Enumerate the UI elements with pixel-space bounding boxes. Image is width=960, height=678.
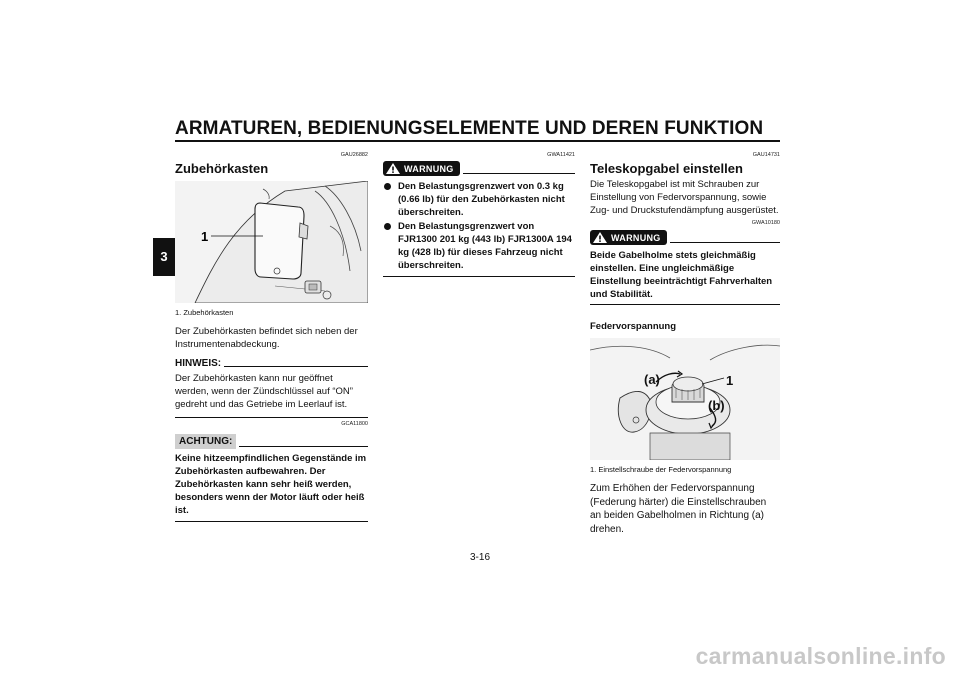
warning-end-rule <box>383 276 575 277</box>
title-rule <box>175 140 780 142</box>
warning-label: WARNUNG <box>611 232 661 243</box>
achtung-label: ACHTUNG: <box>175 434 236 449</box>
list-item: Den Belastungsgrenzwert von FJR1300 201 kg (443 lb) FJR1300A 194 kg (428 lb) für dieses Fahrzeug nicht überschreiten. <box>383 220 575 272</box>
warning-end-rule <box>590 304 780 305</box>
body-paragraph: Zum Erhöhen der Federvorspannung (Federung härter) die Einstellschrauben an beiden Gabelholmen in Richtung (a) drehen. <box>590 483 767 535</box>
fork-adjuster-drawing <box>590 338 780 460</box>
achtung-code: GCA11800 <box>341 421 368 427</box>
warning-text: Beide Gabelholme stets gleichmäßig einstellen. Eine ungleichmäßige Einstellung beeinträchtigt Fahrverhalten und Stabilität. <box>590 250 773 300</box>
watermark: carmanualsonline.info <box>695 643 946 669</box>
section-code: GAU26882 <box>340 152 368 158</box>
fork-adjuster-illustration <box>590 338 780 460</box>
warning-header <box>590 230 780 245</box>
section-heading: Teleskopgabel einstellen <box>590 161 743 176</box>
warning-code: GWA10180 <box>751 220 780 226</box>
accessory-box-illustration <box>175 181 368 303</box>
section-heading: Zubehörkasten <box>175 161 269 176</box>
warning-code: GWA11421 <box>547 152 575 158</box>
hinweis-header <box>175 358 368 369</box>
hinweis-rule <box>224 366 368 367</box>
hinweis-text: Der Zubehörkasten kann nur geöffnet werden, wenn der Zündschlüssel auf “ON” gedreht und das Getriebe im Leerlauf ist. <box>175 373 353 410</box>
warning-badge <box>383 161 460 176</box>
figure-caption: 1. Zubehörkasten <box>175 308 234 317</box>
middle-column <box>383 152 575 277</box>
subsection-heading: Federvorspannung <box>590 321 677 332</box>
warning-triangle-icon <box>592 231 608 244</box>
left-column <box>175 152 368 522</box>
achtung-header <box>175 434 368 449</box>
chapter-tab: 3 <box>153 238 175 276</box>
list-item: Den Belastungsgrenzwert von 0.3 kg (0.66 lb) für den Zubehörkasten nicht überschreiten. <box>383 180 575 219</box>
section-code: GAU14731 <box>752 152 780 158</box>
achtung-text: Keine hitzeempfindlichen Gegenstände im Zubehörkasten aufbewahren. Der Zubehörkasten kann sehr heiß werden, besonders wenn der Motor läuft oder heiß ist. <box>175 453 367 516</box>
achtung-end-rule <box>175 521 368 522</box>
warning-rule <box>670 242 780 243</box>
page-title: ARMATUREN, BEDIENUNGSELEMENTE UND DEREN FUNKTION <box>175 118 764 139</box>
warning-rule <box>463 173 575 174</box>
right-column <box>590 152 780 536</box>
intro-paragraph: Die Teleskopgabel ist mit Schrauben zur Einstellung von Federvorspannung, sowie Zug- und Druckstufendämpfung ausgerüstet. <box>590 179 779 216</box>
figure-callout-1: 1 <box>201 229 209 244</box>
warning-triangle-icon <box>385 162 401 175</box>
body-paragraph: Der Zubehörkasten befindet sich neben der Instrumentenabdeckung. <box>175 326 358 350</box>
figure-callout-a: (a) <box>644 372 660 387</box>
figure-callout-b: (b) <box>708 398 725 413</box>
warning-header <box>383 161 575 176</box>
warning-list <box>383 180 575 272</box>
bullet-icon <box>384 223 391 230</box>
warning-badge <box>590 230 667 245</box>
figure-callout-1: 1 <box>726 373 734 388</box>
bullet-icon <box>384 183 391 190</box>
figure-caption: 1. Einstellschraube der Federvorspannung <box>590 465 732 474</box>
warning-label: WARNUNG <box>404 163 454 174</box>
accessory-box-drawing <box>175 181 368 303</box>
hinweis-end-rule <box>175 417 368 418</box>
hinweis-label: HINWEIS: <box>175 358 222 369</box>
achtung-rule <box>239 446 368 447</box>
page-number: 3-16 <box>469 552 490 563</box>
